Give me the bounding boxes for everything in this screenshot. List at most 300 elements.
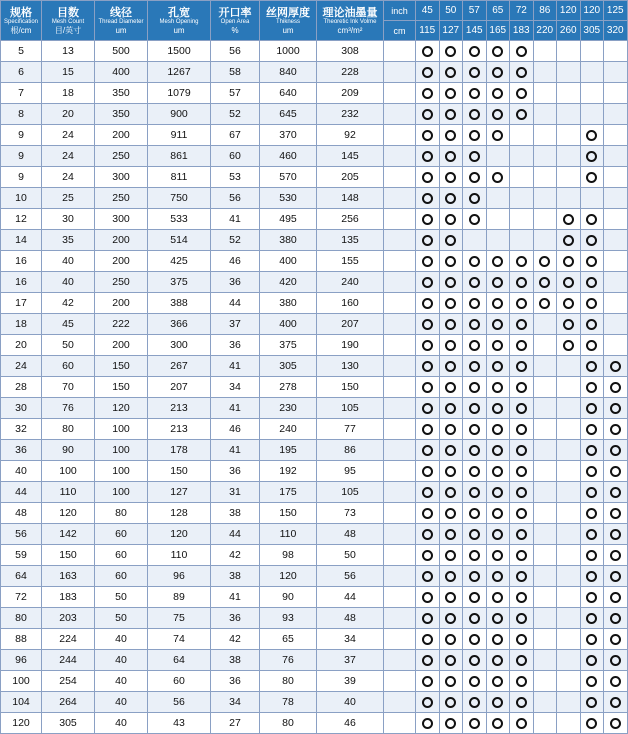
available-circle-icon bbox=[516, 529, 527, 540]
cell-thread: 350 bbox=[95, 83, 148, 104]
header-thread-en: Thread Diameter bbox=[98, 18, 144, 25]
availability-cell-empty bbox=[604, 83, 628, 104]
availability-cell bbox=[439, 188, 463, 209]
available-circle-icon bbox=[422, 88, 433, 99]
availability-cell bbox=[463, 503, 487, 524]
cell-unit-spacer bbox=[384, 671, 416, 692]
availability-cell bbox=[463, 398, 487, 419]
availability-cell-empty bbox=[510, 209, 534, 230]
availability-cell-empty bbox=[533, 209, 557, 230]
cell-unit-spacer bbox=[384, 335, 416, 356]
header-ink-en: Theoretic Ink Volme bbox=[323, 18, 377, 25]
available-circle-icon bbox=[610, 655, 621, 666]
cell-area: 36 bbox=[211, 608, 260, 629]
cell-mesh: 40 bbox=[42, 251, 95, 272]
availability-cell bbox=[439, 482, 463, 503]
availability-cell bbox=[580, 713, 604, 734]
available-circle-icon bbox=[469, 634, 480, 645]
cell-unit-spacer bbox=[384, 377, 416, 398]
available-circle-icon bbox=[469, 130, 480, 141]
cell-thickness: 840 bbox=[260, 62, 317, 83]
availability-cell bbox=[463, 251, 487, 272]
availability-cell bbox=[463, 713, 487, 734]
cell-ink: 228 bbox=[317, 62, 384, 83]
cell-spec: 9 bbox=[1, 167, 42, 188]
cell-ink: 48 bbox=[317, 524, 384, 545]
cell-ink: 73 bbox=[317, 503, 384, 524]
availability-cell bbox=[439, 209, 463, 230]
cell-ink: 50 bbox=[317, 545, 384, 566]
available-circle-icon bbox=[422, 445, 433, 456]
availability-cell bbox=[580, 293, 604, 314]
cell-ink: 240 bbox=[317, 272, 384, 293]
available-circle-icon bbox=[516, 88, 527, 99]
cell-spec: 30 bbox=[1, 398, 42, 419]
availability-cell bbox=[439, 587, 463, 608]
cell-spec: 9 bbox=[1, 125, 42, 146]
available-circle-icon bbox=[492, 655, 503, 666]
availability-cell bbox=[580, 482, 604, 503]
available-circle-icon bbox=[445, 298, 456, 309]
table-body bbox=[1, 41, 628, 734]
availability-cell bbox=[557, 209, 581, 230]
availability-cell-empty bbox=[533, 440, 557, 461]
availability-cell-empty bbox=[533, 482, 557, 503]
table-row bbox=[1, 629, 628, 650]
available-circle-icon bbox=[586, 298, 597, 309]
available-circle-icon bbox=[563, 214, 574, 225]
available-circle-icon bbox=[610, 361, 621, 372]
availability-cell bbox=[439, 83, 463, 104]
cell-area: 56 bbox=[211, 41, 260, 62]
availability-cell bbox=[416, 125, 440, 146]
availability-cell-empty bbox=[557, 125, 581, 146]
available-circle-icon bbox=[492, 445, 503, 456]
available-circle-icon bbox=[610, 445, 621, 456]
available-circle-icon bbox=[422, 298, 433, 309]
cell-thread: 250 bbox=[95, 272, 148, 293]
cell-area: 41 bbox=[211, 440, 260, 461]
cell-mesh: 24 bbox=[42, 146, 95, 167]
cell-thread: 200 bbox=[95, 251, 148, 272]
available-circle-icon bbox=[445, 151, 456, 162]
availability-cell bbox=[463, 461, 487, 482]
availability-cell bbox=[416, 377, 440, 398]
availability-cell-empty bbox=[557, 650, 581, 671]
availability-cell bbox=[510, 566, 534, 587]
availability-cell-empty bbox=[557, 440, 581, 461]
availability-cell-empty bbox=[533, 398, 557, 419]
availability-cell-empty bbox=[533, 335, 557, 356]
cell-mesh: 13 bbox=[42, 41, 95, 62]
cell-area: 36 bbox=[211, 671, 260, 692]
cell-spec: 64 bbox=[1, 566, 42, 587]
available-circle-icon bbox=[516, 592, 527, 603]
header-area-en: Open Area bbox=[220, 18, 250, 25]
available-circle-icon bbox=[492, 256, 503, 267]
available-circle-icon bbox=[469, 487, 480, 498]
cell-unit-spacer bbox=[384, 482, 416, 503]
availability-cell bbox=[486, 41, 510, 62]
cell-opening: 375 bbox=[148, 272, 211, 293]
availability-cell-empty bbox=[580, 104, 604, 125]
availability-cell bbox=[580, 314, 604, 335]
available-circle-icon bbox=[586, 697, 597, 708]
available-circle-icon bbox=[422, 235, 433, 246]
available-circle-icon bbox=[469, 676, 480, 687]
cell-thread: 250 bbox=[95, 188, 148, 209]
availability-cell bbox=[486, 356, 510, 377]
cell-mesh: 224 bbox=[42, 629, 95, 650]
available-circle-icon bbox=[469, 319, 480, 330]
available-circle-icon bbox=[516, 718, 527, 729]
availability-cell bbox=[580, 230, 604, 251]
available-circle-icon bbox=[492, 172, 503, 183]
available-circle-icon bbox=[422, 340, 433, 351]
cell-ink: 190 bbox=[317, 335, 384, 356]
available-circle-icon bbox=[586, 634, 597, 645]
available-circle-icon bbox=[586, 487, 597, 498]
cell-thickness: 530 bbox=[260, 188, 317, 209]
availability-cell bbox=[486, 566, 510, 587]
available-circle-icon bbox=[563, 235, 574, 246]
available-circle-icon bbox=[610, 676, 621, 687]
cell-opening: 514 bbox=[148, 230, 211, 251]
availability-cell bbox=[557, 230, 581, 251]
available-circle-icon bbox=[516, 256, 527, 267]
available-circle-icon bbox=[422, 634, 433, 645]
availability-cell bbox=[439, 692, 463, 713]
cell-ink: 40 bbox=[317, 692, 384, 713]
header-inch-3: 57 bbox=[463, 1, 487, 21]
availability-cell bbox=[486, 545, 510, 566]
cell-spec: 72 bbox=[1, 587, 42, 608]
available-circle-icon bbox=[586, 382, 597, 393]
available-circle-icon bbox=[445, 67, 456, 78]
availability-cell bbox=[510, 314, 534, 335]
availability-cell bbox=[416, 209, 440, 230]
cell-opening: 811 bbox=[148, 167, 211, 188]
availability-cell bbox=[510, 524, 534, 545]
table-row bbox=[1, 692, 628, 713]
available-circle-icon bbox=[422, 466, 433, 477]
cell-opening: 89 bbox=[148, 587, 211, 608]
cell-ink: 48 bbox=[317, 608, 384, 629]
availability-cell bbox=[604, 356, 628, 377]
available-circle-icon bbox=[469, 340, 480, 351]
availability-cell bbox=[486, 251, 510, 272]
availability-cell bbox=[416, 566, 440, 587]
availability-cell bbox=[580, 629, 604, 650]
header-mesh bbox=[42, 1, 95, 41]
availability-cell-empty bbox=[604, 41, 628, 62]
availability-cell bbox=[604, 692, 628, 713]
available-circle-icon bbox=[492, 634, 503, 645]
available-circle-icon bbox=[516, 676, 527, 687]
availability-cell-empty bbox=[604, 272, 628, 293]
available-circle-icon bbox=[610, 550, 621, 561]
availability-cell bbox=[510, 503, 534, 524]
cell-unit-spacer bbox=[384, 461, 416, 482]
cell-mesh: 244 bbox=[42, 650, 95, 671]
available-circle-icon bbox=[586, 445, 597, 456]
available-circle-icon bbox=[516, 277, 527, 288]
cell-mesh: 163 bbox=[42, 566, 95, 587]
header-mesh-unit: 目/英寸 bbox=[54, 25, 82, 35]
availability-cell bbox=[439, 608, 463, 629]
cell-opening: 64 bbox=[148, 650, 211, 671]
availability-cell bbox=[463, 524, 487, 545]
cell-spec: 16 bbox=[1, 272, 42, 293]
cell-area: 37 bbox=[211, 314, 260, 335]
available-circle-icon bbox=[516, 361, 527, 372]
header-cm-2: 127 bbox=[439, 21, 463, 41]
available-circle-icon bbox=[445, 718, 456, 729]
available-circle-icon bbox=[422, 109, 433, 120]
availability-cell bbox=[580, 587, 604, 608]
available-circle-icon bbox=[445, 256, 456, 267]
header-mesh-en: Mesh Count bbox=[51, 18, 85, 25]
availability-cell bbox=[439, 62, 463, 83]
table-row bbox=[1, 230, 628, 251]
available-circle-icon bbox=[563, 298, 574, 309]
cell-thread: 40 bbox=[95, 692, 148, 713]
availability-cell-empty bbox=[533, 188, 557, 209]
cell-area: 36 bbox=[211, 461, 260, 482]
availability-cell bbox=[486, 104, 510, 125]
availability-cell-empty bbox=[557, 41, 581, 62]
availability-cell bbox=[416, 146, 440, 167]
cell-ink: 207 bbox=[317, 314, 384, 335]
cell-ink: 37 bbox=[317, 650, 384, 671]
cell-thickness: 65 bbox=[260, 629, 317, 650]
availability-cell-empty bbox=[533, 62, 557, 83]
header-cm-1: 115 bbox=[416, 21, 440, 41]
availability-cell bbox=[439, 167, 463, 188]
cell-thread: 40 bbox=[95, 671, 148, 692]
cell-thread: 300 bbox=[95, 209, 148, 230]
availability-cell bbox=[510, 62, 534, 83]
availability-cell bbox=[416, 650, 440, 671]
header-thickness-unit: um bbox=[282, 25, 294, 35]
availability-cell-empty bbox=[580, 62, 604, 83]
available-circle-icon bbox=[516, 487, 527, 498]
availability-cell bbox=[510, 650, 534, 671]
available-circle-icon bbox=[445, 571, 456, 582]
availability-cell bbox=[533, 251, 557, 272]
availability-cell bbox=[416, 104, 440, 125]
cell-spec: 80 bbox=[1, 608, 42, 629]
table-row bbox=[1, 461, 628, 482]
availability-cell bbox=[580, 524, 604, 545]
table-row bbox=[1, 41, 628, 62]
available-circle-icon bbox=[422, 571, 433, 582]
available-circle-icon bbox=[469, 571, 480, 582]
availability-cell bbox=[580, 566, 604, 587]
availability-cell bbox=[486, 713, 510, 734]
available-circle-icon bbox=[445, 382, 456, 393]
availability-cell bbox=[486, 419, 510, 440]
available-circle-icon bbox=[492, 592, 503, 603]
available-circle-icon bbox=[610, 718, 621, 729]
cell-unit-spacer bbox=[384, 251, 416, 272]
cell-area: 41 bbox=[211, 587, 260, 608]
available-circle-icon bbox=[469, 46, 480, 57]
available-circle-icon bbox=[422, 319, 433, 330]
table-row bbox=[1, 440, 628, 461]
availability-cell bbox=[486, 293, 510, 314]
available-circle-icon bbox=[516, 67, 527, 78]
availability-cell bbox=[416, 398, 440, 419]
availability-cell bbox=[486, 125, 510, 146]
availability-cell-empty bbox=[533, 419, 557, 440]
availability-cell bbox=[510, 713, 534, 734]
availability-cell bbox=[439, 146, 463, 167]
cell-area: 44 bbox=[211, 293, 260, 314]
header-thread-unit: um bbox=[115, 25, 127, 35]
availability-cell bbox=[439, 545, 463, 566]
cell-mesh: 60 bbox=[42, 356, 95, 377]
cell-unit-spacer bbox=[384, 566, 416, 587]
cell-thread: 40 bbox=[95, 629, 148, 650]
cell-spec: 9 bbox=[1, 146, 42, 167]
available-circle-icon bbox=[469, 403, 480, 414]
availability-cell bbox=[486, 650, 510, 671]
availability-cell bbox=[416, 461, 440, 482]
availability-cell-empty bbox=[580, 83, 604, 104]
available-circle-icon bbox=[445, 634, 456, 645]
availability-cell bbox=[463, 629, 487, 650]
availability-cell bbox=[463, 356, 487, 377]
availability-cell bbox=[416, 524, 440, 545]
available-circle-icon bbox=[492, 718, 503, 729]
availability-cell-empty bbox=[533, 608, 557, 629]
cell-unit-spacer bbox=[384, 125, 416, 146]
table-row bbox=[1, 62, 628, 83]
availability-cell bbox=[604, 461, 628, 482]
availability-cell bbox=[416, 545, 440, 566]
available-circle-icon bbox=[422, 529, 433, 540]
cell-unit-spacer bbox=[384, 314, 416, 335]
availability-cell bbox=[463, 188, 487, 209]
available-circle-icon bbox=[469, 697, 480, 708]
available-circle-icon bbox=[445, 88, 456, 99]
available-circle-icon bbox=[492, 340, 503, 351]
cell-thickness: 380 bbox=[260, 293, 317, 314]
available-circle-icon bbox=[610, 403, 621, 414]
cell-ink: 95 bbox=[317, 461, 384, 482]
availability-cell-empty bbox=[557, 713, 581, 734]
cell-thickness: 278 bbox=[260, 377, 317, 398]
available-circle-icon bbox=[445, 361, 456, 372]
header-inch-5: 72 bbox=[510, 1, 534, 21]
availability-cell-empty bbox=[557, 608, 581, 629]
table-row bbox=[1, 545, 628, 566]
cell-spec: 8 bbox=[1, 104, 42, 125]
cell-thickness: 78 bbox=[260, 692, 317, 713]
availability-cell-empty bbox=[557, 587, 581, 608]
availability-cell bbox=[439, 125, 463, 146]
cell-unit-spacer bbox=[384, 587, 416, 608]
available-circle-icon bbox=[516, 109, 527, 120]
cell-mesh: 30 bbox=[42, 209, 95, 230]
cell-spec: 5 bbox=[1, 41, 42, 62]
cell-thickness: 80 bbox=[260, 671, 317, 692]
available-circle-icon bbox=[516, 697, 527, 708]
available-circle-icon bbox=[586, 151, 597, 162]
available-circle-icon bbox=[445, 697, 456, 708]
available-circle-icon bbox=[516, 382, 527, 393]
available-circle-icon bbox=[492, 529, 503, 540]
availability-cell bbox=[463, 335, 487, 356]
availability-cell-empty bbox=[533, 167, 557, 188]
available-circle-icon bbox=[445, 214, 456, 225]
availability-cell bbox=[439, 524, 463, 545]
available-circle-icon bbox=[516, 571, 527, 582]
availability-cell bbox=[486, 377, 510, 398]
cell-thread: 100 bbox=[95, 482, 148, 503]
table-row bbox=[1, 335, 628, 356]
available-circle-icon bbox=[445, 592, 456, 603]
available-circle-icon bbox=[610, 424, 621, 435]
header-ink-unit: cm³/m² bbox=[337, 25, 363, 35]
cell-unit-spacer bbox=[384, 356, 416, 377]
availability-cell-empty bbox=[557, 566, 581, 587]
table-row bbox=[1, 314, 628, 335]
availability-cell-empty bbox=[533, 146, 557, 167]
cell-unit-spacer bbox=[384, 188, 416, 209]
available-circle-icon bbox=[610, 571, 621, 582]
availability-cell bbox=[580, 503, 604, 524]
availability-cell bbox=[510, 398, 534, 419]
cell-mesh: 15 bbox=[42, 62, 95, 83]
cell-thread: 200 bbox=[95, 230, 148, 251]
available-circle-icon bbox=[492, 403, 503, 414]
cell-area: 60 bbox=[211, 146, 260, 167]
cell-unit-spacer bbox=[384, 83, 416, 104]
available-circle-icon bbox=[586, 277, 597, 288]
available-circle-icon bbox=[469, 151, 480, 162]
availability-cell bbox=[416, 419, 440, 440]
cell-mesh: 305 bbox=[42, 713, 95, 734]
cell-unit-spacer bbox=[384, 713, 416, 734]
available-circle-icon bbox=[516, 508, 527, 519]
availability-cell-empty bbox=[604, 188, 628, 209]
available-circle-icon bbox=[492, 466, 503, 477]
available-circle-icon bbox=[516, 550, 527, 561]
available-circle-icon bbox=[516, 403, 527, 414]
cell-opening: 128 bbox=[148, 503, 211, 524]
cell-spec: 100 bbox=[1, 671, 42, 692]
cell-thread: 40 bbox=[95, 713, 148, 734]
availability-cell bbox=[510, 377, 534, 398]
cell-area: 36 bbox=[211, 335, 260, 356]
available-circle-icon bbox=[539, 277, 550, 288]
available-circle-icon bbox=[492, 130, 503, 141]
available-circle-icon bbox=[422, 130, 433, 141]
availability-cell-empty bbox=[604, 146, 628, 167]
available-circle-icon bbox=[610, 382, 621, 393]
available-circle-icon bbox=[492, 571, 503, 582]
available-circle-icon bbox=[469, 214, 480, 225]
cell-ink: 34 bbox=[317, 629, 384, 650]
header-thickness-en: Thikness bbox=[275, 18, 300, 25]
available-circle-icon bbox=[422, 613, 433, 624]
cell-unit-spacer bbox=[384, 419, 416, 440]
availability-cell bbox=[439, 41, 463, 62]
cell-area: 41 bbox=[211, 356, 260, 377]
cell-area: 52 bbox=[211, 230, 260, 251]
